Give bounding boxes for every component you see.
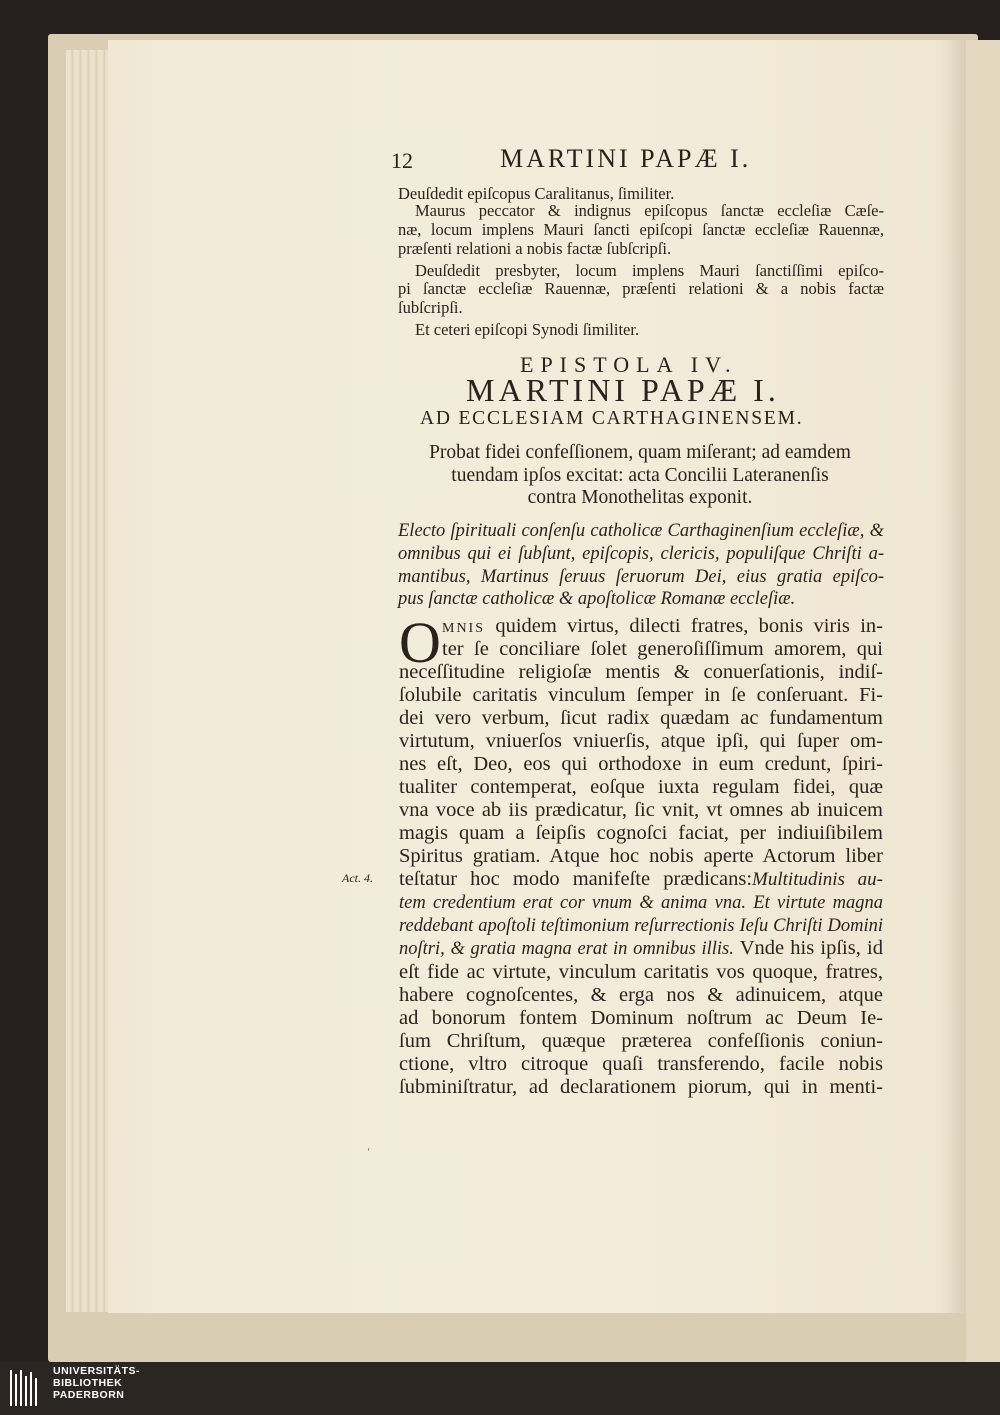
salutation-line: omnibus qui ei ſubſunt, epiſcopis, clericis, populiſque Chriſti a- xyxy=(398,544,884,564)
quotation-line: tem credentium erat cor vnum & anima vna. Et virtute magna xyxy=(399,893,883,913)
body-line: ctione, vltro citroque quaſi transferendo, facile nobis xyxy=(399,1053,883,1075)
quotation-line: reddebant apoſtoli teſtimonium reſurrectionis Ieſu Chriſti Domini xyxy=(399,916,883,936)
preceding-line: Deuſdedit epiſcopus Caralitanus, ſimiliter. xyxy=(398,184,675,203)
body-line: ter ſe conciliare ſolet generoſiſſimum amorem, qui xyxy=(442,638,883,660)
small-caps-word: MNIS xyxy=(442,621,486,636)
facing-page-edge xyxy=(966,40,1000,1362)
preceding-line: Deuſdedit presbyter, locum implens Mauri ſanctiſſimi epiſco- xyxy=(415,261,884,280)
preceding-line: ſubſcripſi. xyxy=(398,298,463,317)
body-line: habere cognoſcentes, & erga nos & adinuicem, atque xyxy=(399,984,883,1006)
body-line: eſt fide ac virtute, vinculum caritatis vos quoque, fratres, xyxy=(399,961,883,983)
summary-line: Probat fidei confeſſionem, quam miſerant; ad eamdem xyxy=(429,442,851,463)
body-line-text: quidem virtus, dilecti fratres, bonis viris in- xyxy=(485,615,883,637)
epistle-addressee-heading: AD ECCLESIAM CARTHAGINENSEM. xyxy=(420,408,804,429)
body-line-mixed xyxy=(399,868,883,891)
preceding-line: næ, locum implens Mauri ſancti epiſcopi ſanctæ eccleſiæ Rauennæ, xyxy=(398,220,884,239)
ink-mark: ʻ xyxy=(367,1147,371,1158)
body-line: dei vero verbum, ſicut radix quædam ac fundamentum xyxy=(399,707,883,729)
preceding-line: præſenti relationi a nobis factæ ſubſcripſi. xyxy=(398,239,672,258)
library-logo-line: PADERBORN xyxy=(53,1389,125,1401)
body-line: ſolubile caritatis vinculum ſemper in ſe conſeruant. Fi- xyxy=(399,684,883,706)
preceding-line: pi ſanctæ eccleſiæ Rauennæ, præſenti relationi & a nobis factæ xyxy=(398,279,884,298)
library-logo-line: UNIVERSITÄTS- xyxy=(53,1365,141,1377)
body-line: vna voce ab iis prædicatur, ſic vnit, vt omnes ab inuicem xyxy=(399,799,883,821)
page-number: 12 xyxy=(391,148,413,173)
drop-cap-initial: O xyxy=(399,610,441,675)
salutation-line: Electo ſpirituali conſenſu catholicæ Carthaginenſium eccleſiæ, & xyxy=(398,521,884,541)
quotation-text: noſtri, & gratia magna erat in omnibus illis. xyxy=(399,939,734,959)
preceding-line: Et ceteri epiſcopi Synodi ſimiliter. xyxy=(415,320,640,339)
body-line: magis quam a ſeipſis cognoſci faciat, per indiuiſibilem xyxy=(399,822,883,844)
salutation-line: pus ſanctæ catholicæ & apoſtolicæ Romanæ eccleſiæ. xyxy=(398,589,796,609)
preceding-line: Maurus peccator & indignus epiſcopus ſanctæ eccleſiæ Cæſe- xyxy=(415,201,884,220)
margin-note: Act. 4. xyxy=(342,871,373,885)
body-line: nes eſt, Deo, eos qui orthodoxe in eum credunt, ſpiri- xyxy=(399,753,883,775)
body-line: ad bonorum fontem Dominum noſtrum ac Deum Ie- xyxy=(399,1007,883,1029)
body-line-mixed xyxy=(399,937,883,960)
body-line: tualiter contemperat, eoſque iuxta regulam fidei, quæ xyxy=(399,776,883,798)
library-logo-icon xyxy=(8,1366,42,1410)
library-logo-line: BIBLIOTHEK xyxy=(53,1377,123,1389)
epistle-author-heading: MARTINI PAPÆ I. xyxy=(466,372,780,408)
summary-line: tuendam ipſos excitat: acta Concilii Lateranenſis xyxy=(451,465,829,486)
body-first-line xyxy=(442,615,883,638)
page-gutter-shadow xyxy=(940,40,966,1313)
body-line-text: Vnde his ipſis, id xyxy=(733,937,884,959)
body-line-text: teſtatur hoc modo manifeſte prædicans: xyxy=(399,868,753,890)
epistle-number-heading: EPISTOLA IV. xyxy=(520,352,738,377)
running-head: MARTINI PAPÆ I. xyxy=(500,144,752,173)
quotation-text: Multitudinis au- xyxy=(752,869,883,890)
summary-line: contra Monothelitas exponit. xyxy=(527,487,753,508)
body-line: virtutum, vniuerſos vniuerſis, atque ipſi, qui ſuper om- xyxy=(399,730,883,752)
salutation-line: mantibus, Martinus ſeruus ſeruorum Dei, eius gratia epiſco- xyxy=(398,567,884,587)
body-line: ſubminiſtratur, ad declarationem piorum, qui in menti- xyxy=(399,1076,883,1098)
body-line: neceſſitudine religioſæ mentis & conuerſationis, indiſ- xyxy=(399,661,883,683)
library-footer-bar xyxy=(0,1362,1000,1415)
body-line: Spiritus gratiam. Atque hoc nobis aperte Actorum liber xyxy=(399,845,883,867)
body-line: ſum Chriſtum, quæque præterea confeſſionis coniun- xyxy=(399,1030,883,1052)
